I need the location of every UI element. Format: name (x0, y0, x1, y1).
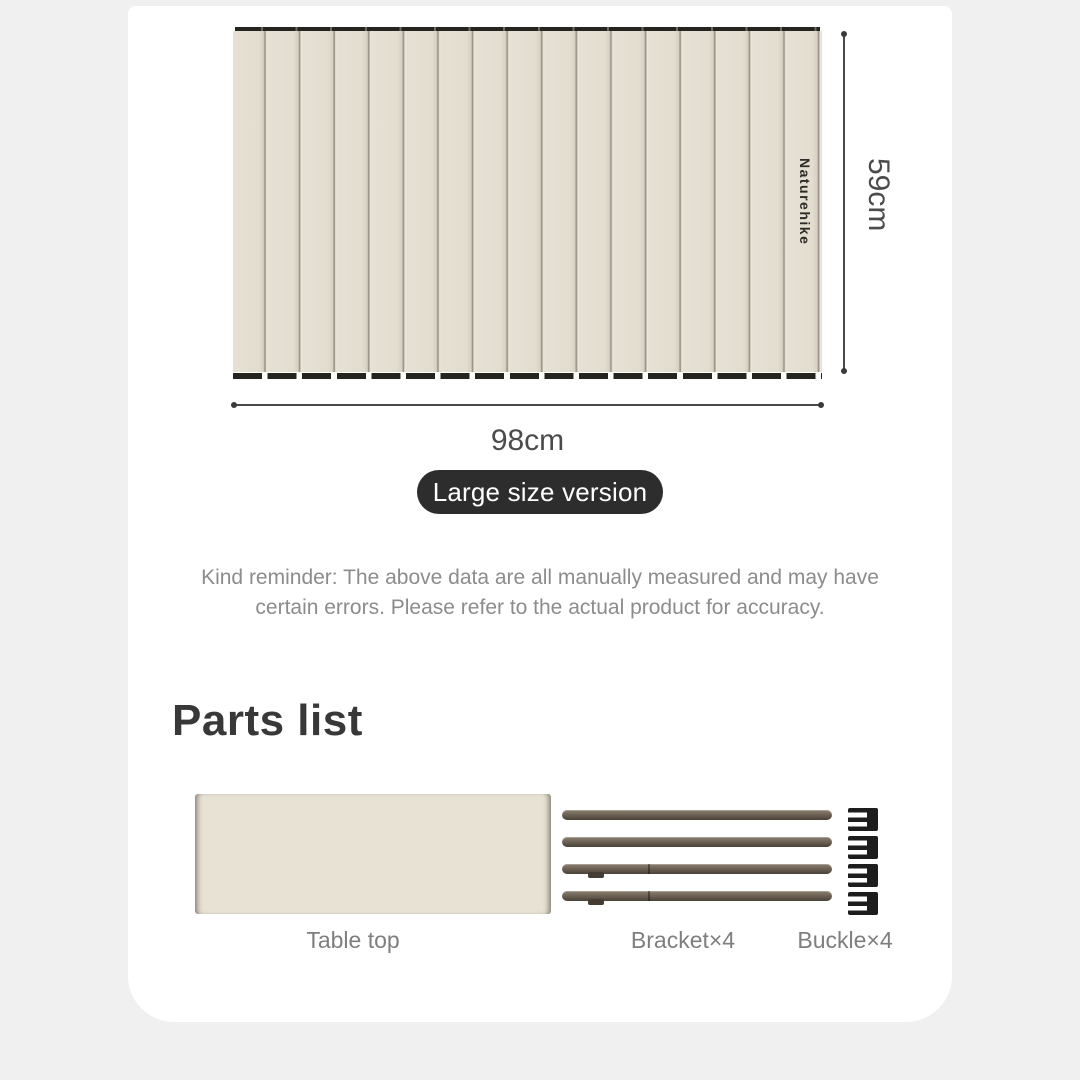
bracket-pole (562, 810, 832, 820)
parts-list-title: Parts list (172, 696, 363, 745)
part-label-table-top: Table top (306, 927, 400, 953)
buckle-clip (848, 808, 878, 831)
table-top-diagram (233, 27, 822, 379)
table-top-slats (233, 31, 822, 372)
bracket-illustration (562, 810, 832, 901)
bracket-pole (562, 864, 832, 874)
height-dimension-label: 59cm (862, 158, 895, 232)
bracket-pole (562, 891, 832, 901)
table-top-folded-stack-illustration (195, 794, 551, 914)
kind-reminder-line-1: Kind reminder: The above data are all manually measured and may have (201, 566, 879, 589)
bracket-pole (562, 837, 832, 847)
buckle-illustration (848, 808, 878, 915)
buckle-clip (848, 892, 878, 915)
width-dimension-line (233, 404, 822, 406)
buckle-clip (848, 864, 878, 887)
brand-logo: Naturehike (797, 158, 813, 246)
part-label-bracket: Bracket×4 (630, 927, 736, 953)
width-dimension-label: 98cm (490, 424, 565, 457)
product-card (128, 6, 952, 1022)
kind-reminder-line-2: certain errors. Please refer to the actual product for accuracy. (255, 596, 825, 619)
part-label-buckle: Buckle×4 (797, 927, 893, 953)
size-version-badge: Large size version (417, 470, 663, 514)
kind-reminder-text (128, 563, 952, 623)
height-dimension-line (843, 33, 845, 372)
table-top-frame-edge-bottom (233, 373, 822, 379)
buckle-clip (848, 836, 878, 859)
